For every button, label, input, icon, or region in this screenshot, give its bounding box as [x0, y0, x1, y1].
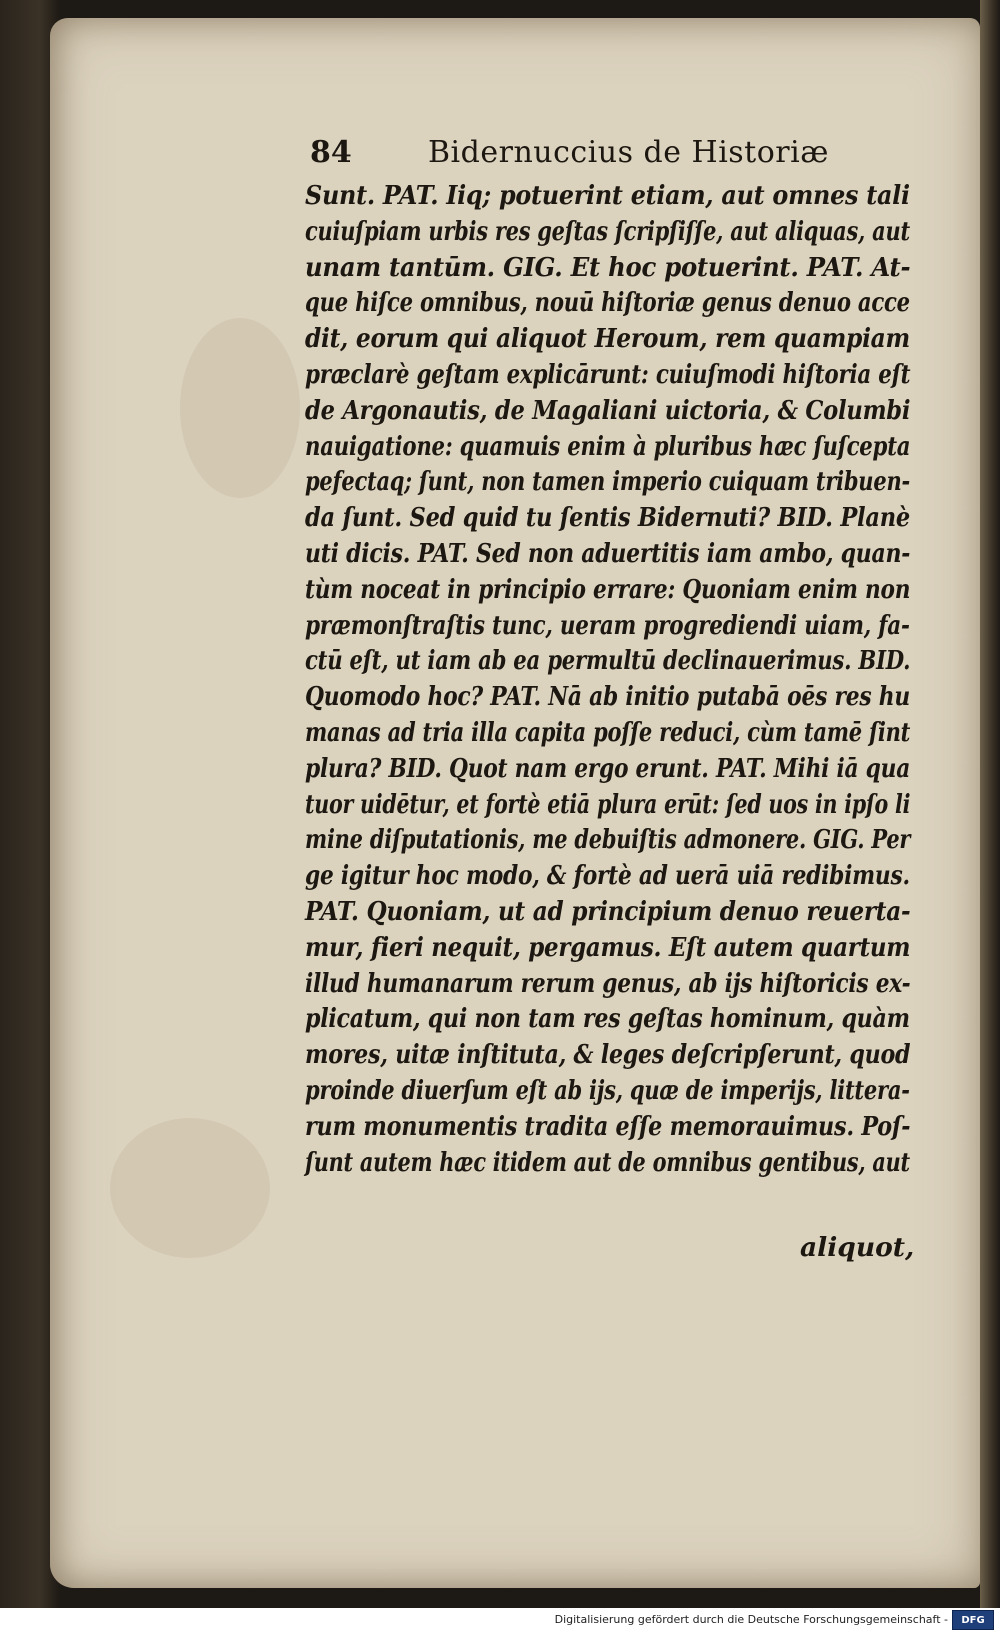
text-line: unam tantūm. GIG. Et hoc potuerint. PAT. At-: [305, 251, 911, 283]
footer-credit: Digitalisierung gefördert durch die Deutsche Forschungsgemeinschaft -: [554, 1613, 948, 1626]
text-line: plicatum, qui non tam res geſtas hominum, quàm: [305, 1003, 910, 1035]
text-line: uti dicis. PAT. Sed non aduertitis iam ambo, quan-: [305, 537, 911, 569]
page-edge: [980, 0, 1000, 1636]
paper-stain: [180, 318, 300, 498]
text-line: Sunt. PAT. Iiq; potuerint etiam, aut omnes tali: [305, 180, 910, 211]
page-number: 84: [310, 135, 352, 170]
text-line: plura? BID. Quot nam ergo erunt. PAT. Mihi iā qua: [305, 752, 911, 784]
text-line: tuor uidētur, et fortè etiā plura erūt: ſed uos in ipſo li: [305, 788, 911, 820]
dfg-logo: DFG: [952, 1610, 994, 1630]
text-line: da ſunt. Sed quid tu ſentis Bidernuti? BID. Planè: [305, 502, 910, 534]
text-line: proinde diuerſum eſt ab ijs, quæ de imperijs, littera-: [305, 1074, 910, 1106]
text-line: cuiuſpiam urbis res geſtas ſcripſiſſe, aut aliquas, aut: [305, 215, 910, 247]
text-line: rum monumentis tradita eſſe memorauimus. Poſ-: [305, 1110, 911, 1142]
text-line: manas ad tria illa capita poſſe reduci, cùm tamē ſint: [305, 716, 911, 748]
catchword: aliquot,: [800, 1232, 915, 1263]
text-line: mores, uitæ inſtituta, & leges deſcripſerunt, quod: [305, 1039, 911, 1071]
text-line: PAT. Quoniam, ut ad principium denuo reuerta-: [305, 895, 911, 927]
text-line: nauigatione: quamuis enim à pluribus hæc ſuſcepta: [305, 430, 911, 462]
text-line: Quomodo hoc? PAT. Nā ab initio putabā oēs res hu: [305, 681, 910, 713]
text-line: que hiſce omnibus, nouū hiſtoriæ genus denuo acce: [305, 287, 910, 319]
text-line: præmonſtraſtis tunc, ueram progrediendi uiam, fa-: [305, 609, 910, 641]
running-head: Bidernuccius de Historiæ: [428, 135, 829, 170]
text-line: pefectaq; ſunt, non tamen imperio cuiquam tribuen-: [305, 466, 910, 498]
text-line: illud humanarum rerum genus, ab ijs hiſtoricis ex-: [305, 967, 911, 999]
text-line: dit, eorum qui aliquot Heroum, rem quampiam: [305, 323, 910, 355]
text-line: mur, fieri nequit, pergamus. Eſt autem quartum: [305, 931, 911, 963]
text-line: de Argonautis, de Magaliani uictoria, & Columbi: [305, 394, 911, 426]
text-line: ge igitur hoc modo, & fortè ad uerā uiā redibimus.: [305, 860, 910, 892]
text-line: ſunt autem hæc itidem aut de omnibus gentibus, aut: [305, 1146, 910, 1178]
text-line: tùm noceat in principio errare: Quoniam enim non: [305, 573, 911, 605]
paper-stain: [110, 1118, 270, 1258]
text-line: ctū eſt, ut iam ab ea permultū declinauerimus. BID.: [305, 645, 911, 677]
text-line: præclarè geſtam explicārunt: cuiuſmodi hiſtoria eſt: [305, 358, 911, 390]
text-line: mine diſputationis, me debuiſtis admonere. GIG. Per: [305, 824, 911, 856]
body-text: [305, 178, 910, 1180]
